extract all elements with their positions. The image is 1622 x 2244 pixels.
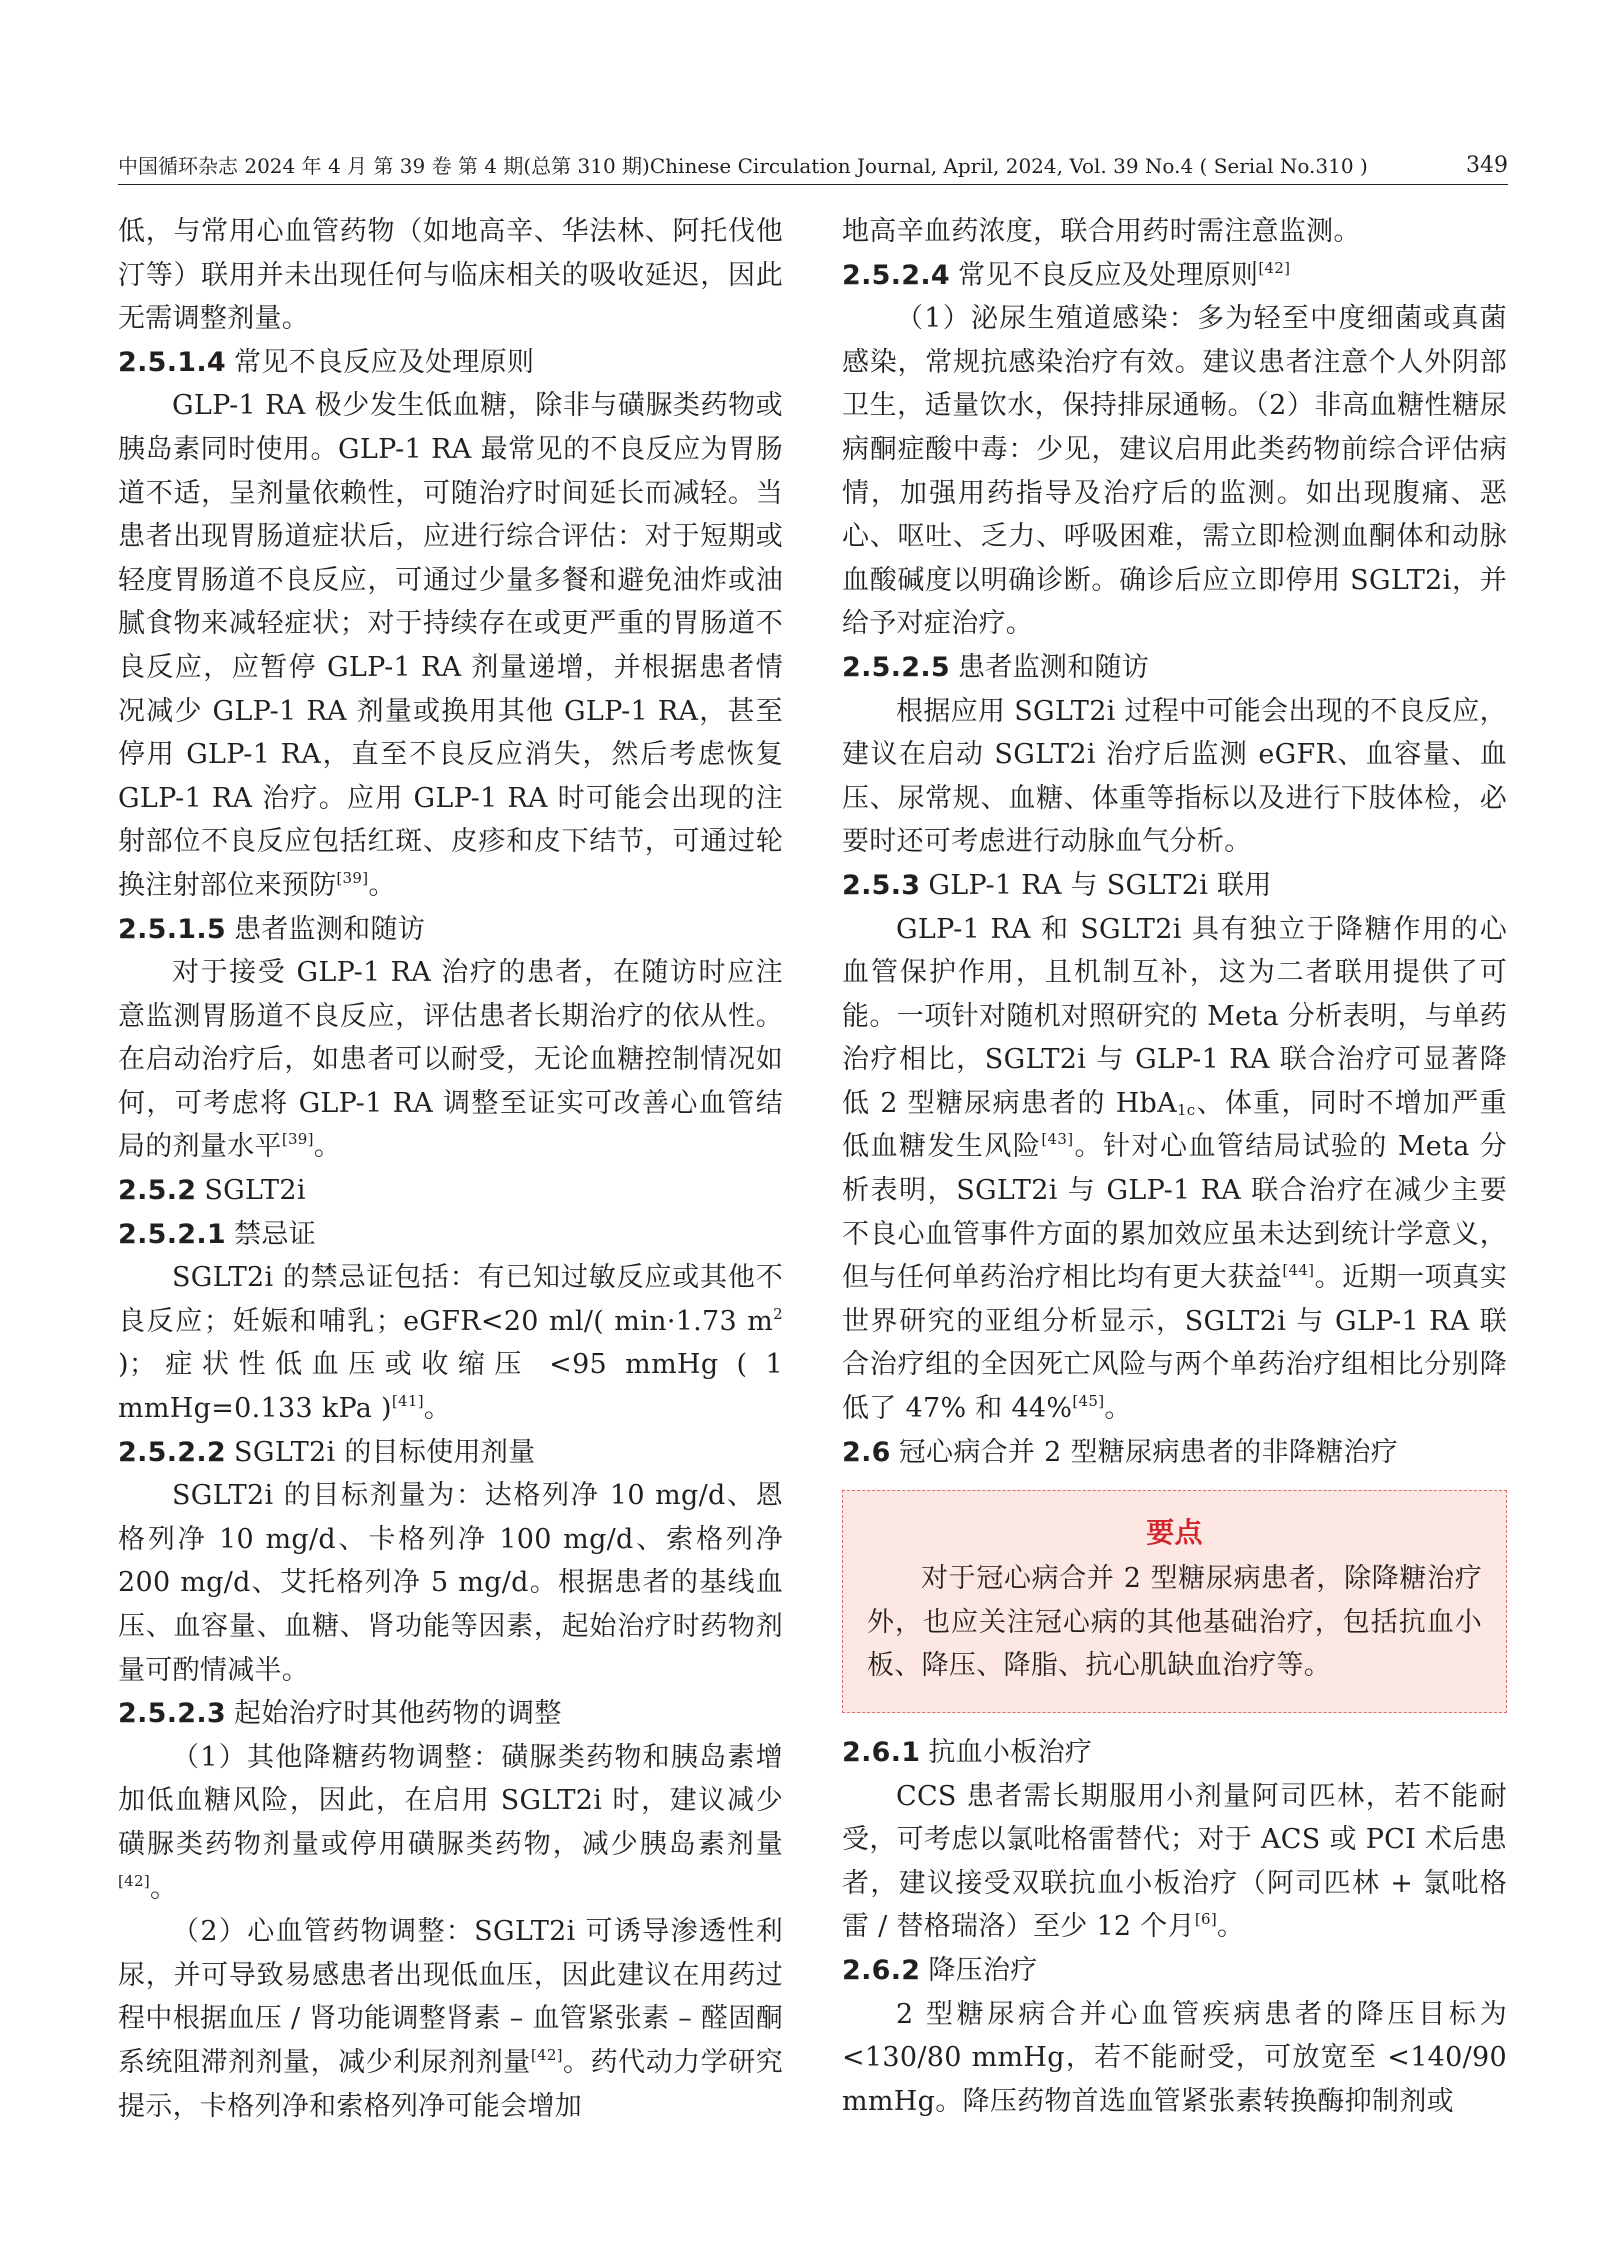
paragraph-text: 。药代动力学研究提示，卡格列净和索格列净可能会增加	[118, 2046, 783, 2122]
page-number: 349	[1466, 153, 1508, 178]
paragraph-2515	[118, 951, 783, 1169]
section-title: 患者监测和随访	[234, 913, 426, 945]
section-title: GLP-1 RA 与 SGLT2i 联用	[928, 869, 1272, 901]
section-title: 冠心病合并 2 型糖尿病患者的非降糖治疗	[898, 1436, 1399, 1468]
citation-ref: [42]	[530, 2045, 563, 2064]
section-title: 禁忌证	[234, 1218, 316, 1250]
header-rule	[118, 184, 1508, 185]
paragraph-text: 。针对心血管结局试验的 Meta 分析表明，SGLT2i 与 GLP-1 RA 联合治疗在减少主要不良心血管事件方面的累加效应虽未达到统计学意义，但与任何单药治疗相比均有更大获益	[842, 1131, 1507, 1294]
right-column	[842, 210, 1507, 2123]
citation-ref: [39]	[281, 1130, 314, 1149]
journal-citation: 中国循环杂志 2024 年 4 月 第 39 卷 第 4 期(总第 310 期)Chinese Circulation Journal, April, 2024, Vol. 39 No.4 ( Serial No.310 )	[118, 154, 1368, 178]
section-title: 常见不良反应及处理原则	[958, 259, 1259, 291]
section-title: SGLT2i	[204, 1175, 306, 1207]
paragraph-text: 。	[1104, 1393, 1132, 1425]
section-number: 2.5.2.1	[118, 1218, 227, 1250]
heading-26	[842, 1431, 1507, 1475]
section-title: 降压治疗	[928, 1954, 1038, 1986]
paragraph-text: CCS 患者需长期服用小剂量阿司匹林，若不能耐受，可考虑以氯吡格雷替代；对于 ACS 或 PCI 术后患者，建议接受双联抗血小板治疗（阿司匹林 + 氯吡格雷 / 替格瑞洛）至少 12 个月	[842, 1780, 1507, 1943]
heading-252	[118, 1169, 783, 1213]
heading-261	[842, 1731, 1507, 1775]
paragraph-text: 对于接受 GLP-1 RA 治疗的患者，在随访时应注意监测胃肠道不良反应，评估患者长期治疗的依从性。在启动治疗后，如患者可以耐受，无论血糖控制情况如何，可考虑将 GLP-1 RA 调整至证实可改善心血管结局的剂量水平	[118, 957, 783, 1163]
section-number: 2.5.2.4	[842, 259, 951, 291]
section-title: 抗血小板治疗	[928, 1737, 1093, 1768]
heading-2524	[842, 254, 1507, 298]
heading-2522	[118, 1431, 783, 1475]
section-number: 2.5.1.4	[118, 346, 227, 378]
section-number: 2.5.2.2	[118, 1436, 227, 1468]
paragraph-text: GLP-1 RA 极少发生低血糖，除非与磺脲类药物或胰岛素同时使用。GLP-1 RA 最常见的不良反应为胃肠道不适，呈剂量依赖性，可随治疗时间延长而减轻。当患者出现胃肠道症状后，应进行综合评估：对于短期或轻度胃肠道不良反应，可通过少量多餐和避免油炸或油腻食物来减轻症状；对于持续存在或更严重的胃肠道不良反应，应暂停 GLP-1 RA 剂量递增，并根据患者情况减少 GLP-1 RA 剂量或换用其他 GLP-1 RA，甚至停用 GLP-1 RA，直至不良反应消失，然后考虑恢复 GLP-1 RA 治疗。应用 GLP-1 RA 时可能会出现的注射部位不良反应包括红斑、皮疹和皮下结节，可通过轮换注射部位来预防	[118, 390, 783, 901]
paragraph-text: 。	[368, 869, 396, 901]
section-number: 2.6.2	[842, 1954, 921, 1986]
section-title: SGLT2i 的目标使用剂量	[234, 1436, 536, 1468]
paragraph-text: 。	[150, 1872, 178, 1904]
heading-2515	[118, 908, 783, 952]
paragraph-text: 。近期一项真实世界研究的亚组分析显示，SGLT2i 与 GLP-1 RA 联合治疗组的全因死亡风险与两个单药治疗组相比分别降低了 47% 和 44%	[842, 1262, 1507, 1425]
paragraph-2514	[118, 384, 783, 907]
citation-ref: [44]	[1282, 1261, 1315, 1280]
section-title: 常见不良反应及处理原则	[234, 346, 535, 378]
paragraph-2523-2	[118, 1910, 783, 2128]
citation-ref: [41]	[391, 1392, 424, 1411]
citation-ref: [43]	[1041, 1130, 1074, 1149]
key-points-title: 要点	[1146, 1516, 1203, 1550]
section-number: 2.5.1.5	[118, 913, 227, 945]
paragraph-text: )；症状性低血压或收缩压 <95 mmHg ( 1 mmHg=0.133 kPa )	[118, 1349, 783, 1425]
section-number: 2.5.2	[118, 1175, 197, 1207]
subscript: 1c	[1176, 1100, 1196, 1119]
section-number: 2.6.1	[842, 1737, 921, 1768]
section-number: 2.5.2.5	[842, 651, 951, 683]
paragraph-text: 。	[1217, 1911, 1245, 1943]
paragraph-text: （2）心血管药物调整：SGLT2i 可诱导渗透性利尿，并可导致易感患者出现低血压，因此建议在用药过程中根据血压 / 肾功能调整肾素 – 血管紧张素 – 醛固酮系统阻滞剂剂量，减少利尿剂剂量	[118, 1916, 783, 2078]
heading-253	[842, 864, 1507, 908]
paragraph-continued: 地高辛血药浓度，联合用药时需注意监测。	[842, 216, 1361, 247]
key-points-box	[842, 1490, 1507, 1713]
paragraph-intro: 低，与常用心血管药物（如地高辛、华法林、阿托伐他汀等）联用并未出现任何与临床相关的吸收延迟，因此无需调整剂量。	[118, 216, 783, 335]
paragraph-text: 。	[313, 1131, 342, 1163]
section-number: 2.5.3	[842, 869, 921, 901]
left-column	[118, 210, 783, 2128]
citation-ref: [6]	[1194, 1910, 1218, 1929]
paragraph-text: SGLT2i 的禁忌证包括：有已知过敏反应或其他不良反应；妊娠和哺乳；eGFR<20 ml/( min·1.73 m	[118, 1262, 783, 1337]
section-number: 2.5.2.3	[118, 1698, 227, 1730]
running-header	[118, 150, 1508, 182]
paragraph-2522: SGLT2i 的目标剂量为：达格列净 10 mg/d、恩格列净 10 mg/d、卡格列净 100 mg/d、索格列净 200 mg/d、艾托格列净 5 mg/d。根据患者的基线血压、血容量、血糖、肾功能等因素，起始治疗时药物剂量可酌情减半。	[118, 1480, 783, 1686]
heading-2521	[118, 1213, 783, 1257]
paragraph-2521	[118, 1256, 783, 1430]
heading-2523	[118, 1692, 783, 1736]
superscript: 2	[773, 1304, 783, 1323]
paragraph-262: 2 型糖尿病合并心血管疾病患者的降压目标为 <130/80 mmHg，若不能耐受，可放宽至 <140/90 mmHg。降压药物首选血管紧张素转换酶抑制剂或	[842, 1998, 1507, 2117]
key-points-body: 对于冠心病合并 2 型糖尿病患者，除降糖治疗外，也应关注冠心病的其他基础治疗，包括抗血小板、降压、降脂、抗心肌缺血治疗等。	[867, 1563, 1482, 1682]
section-title: 起始治疗时其他药物的调整	[234, 1698, 562, 1730]
paragraph-text: （1）其他降糖药物调整：磺脲类药物和胰岛素增加低血糖风险，因此，在启用 SGLT2i 时，建议减少磺脲类药物剂量或停用磺脲类药物，减少胰岛素剂量	[118, 1741, 783, 1860]
paragraph-253	[842, 908, 1507, 1431]
heading-262	[842, 1949, 1507, 1993]
paragraph-text: 。	[423, 1393, 452, 1425]
citation-ref: [39]	[336, 868, 369, 887]
paragraph-2524: （1）泌尿生殖道感染：多为轻至中度细菌或真菌感染，常规抗感染治疗有效。建议患者注意个人外阴部卫生，适量饮水，保持排尿通畅。（2）非高血糖性糖尿病酮症酸中毒：少见，建议启用此类药物前综合评估病情，加强用药指导及治疗后的监测。如出现腹痛、恶心、呕吐、乏力、呼吸困难，需立即检测血酮体和动脉血酸碱度以明确诊断。确诊后应立即停用 SGLT2i，并给予对症治疗。	[842, 303, 1507, 640]
citation-ref: [45]	[1072, 1392, 1105, 1411]
heading-2525	[842, 646, 1507, 690]
paragraph-text: 、体重，同时不增加严重低血糖发生风险	[842, 1087, 1507, 1163]
section-title: 患者监测和随访	[958, 651, 1150, 683]
citation-ref: [42]	[118, 1871, 150, 1890]
paragraph-2525: 根据应用 SGLT2i 过程中可能会出现的不良反应，建议在启动 SGLT2i 治疗后监测 eGFR、血容量、血压、尿常规、血糖、体重等指标以及进行下肢体检，必要时还可考虑进行动脉血气分析。	[842, 695, 1507, 858]
section-number: 2.6	[842, 1436, 891, 1468]
paragraph-text: GLP-1 RA 和 SGLT2i 具有独立于降糖作用的心血管保护作用，且机制互补，这为二者联用提供了可能。一项针对随机对照研究的 Meta 分析表明，与单药治疗相比，SGLT2i 与 GLP-1 RA 联合治疗可显著降低 2 型糖尿病患者的 HbA	[842, 913, 1507, 1119]
paragraph-261	[842, 1775, 1507, 1949]
heading-2514	[118, 341, 783, 385]
citation-ref: [42]	[1258, 258, 1291, 277]
paragraph-2523-1	[118, 1736, 783, 1910]
